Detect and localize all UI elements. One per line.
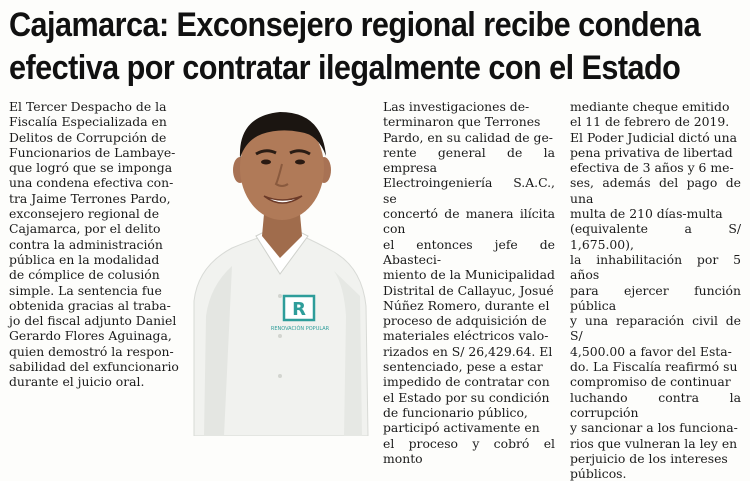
text-line: Fiscalía Especializada en: [9, 114, 167, 130]
text-line: el Estado por su condición: [383, 389, 550, 405]
text-line: terminaron que Terrones: [383, 114, 541, 130]
text-line: pena privativa de libertad: [570, 144, 733, 160]
text-line: Cajamarca, por el delito: [9, 221, 161, 237]
text-line: proceso de adquisición de: [383, 313, 547, 329]
text-line: simple. La sentencia fue: [9, 282, 162, 298]
text-line: Núñez Romero, durante el: [383, 297, 550, 313]
text-line: la inhabilitación por 5 años: [570, 251, 741, 283]
text-line: el 11 de febrero de 2019.: [570, 114, 730, 130]
body-column-2: [383, 99, 555, 466]
svg-text:R: R: [292, 299, 306, 320]
body-column-1: [9, 99, 179, 390]
text-line: efectiva de 3 años y 6 me-: [570, 160, 734, 176]
text-line: tra Jaime Terrones Pardo,: [9, 190, 171, 206]
text-line: mediante cheque emitido: [570, 99, 730, 114]
text-line: impedido de contratar con: [383, 374, 550, 390]
text-line: do. La Fiscalía reafirmó su: [570, 359, 738, 375]
text-line: el proceso y cobró el monto: [383, 435, 555, 466]
text-line: que logró que se imponga: [9, 160, 173, 176]
text-line: perjuicio de los intereses: [570, 450, 728, 466]
text-line: multa de 210 días-multa: [570, 206, 723, 222]
text-line: Pardo, en su calidad de ge-: [383, 129, 553, 145]
text-line: 4,500.00 a favor del Esta-: [570, 343, 732, 359]
text-line: y una reparación civil de S/: [570, 313, 741, 344]
text-line: Las investigaciones de-: [383, 99, 530, 114]
text-line: Delitos de Corrupción de: [9, 129, 167, 145]
text-line: Gerardo Flores Aguinaga,: [9, 328, 172, 344]
body-column-3: [570, 99, 741, 481]
text-line: durante el juicio oral.: [9, 374, 145, 390]
headline-line-2: efectiva por contratar ilegalmente con el Estado: [9, 49, 681, 87]
text-line: Electroingeniería S.A.C., se: [383, 175, 555, 206]
text-line: exconsejero regional de: [9, 206, 160, 222]
text-line: sabilidad del exfuncionario: [9, 359, 179, 375]
text-line: de cómplice de colusión: [9, 267, 160, 283]
text-line: quien demostró la respon-: [9, 343, 174, 359]
text-line: el entonces jefe de Abasteci-: [383, 236, 555, 267]
text-line: públicos.: [570, 466, 627, 481]
headline-line-1: Cajamarca: Exconsejero regional recibe condena: [9, 6, 701, 44]
text-line: rente general de la empresa: [383, 144, 555, 176]
text-line: luchando contra la corrupción: [570, 389, 741, 420]
text-line: (equivalente a S/ 1,675.00),: [570, 221, 741, 252]
text-line: ses, además del pago de una: [570, 175, 741, 206]
text-line: una condena efectiva con-: [9, 175, 174, 191]
text-line: rios que vulneran la ley en: [570, 435, 738, 451]
svg-text:RENOVACIÓN POPULAR: RENOVACIÓN POPULAR: [270, 326, 330, 332]
headline: [9, 4, 701, 90]
text-line: El Poder Judicial dictó una: [570, 129, 737, 145]
text-line: participó activamente en: [383, 420, 540, 436]
text-line: para ejercer función pública: [570, 282, 741, 313]
text-line: contra la administración: [9, 236, 163, 252]
text-line: miento de la Municipalidad: [383, 267, 555, 283]
text-line: de funcionario público,: [383, 404, 528, 420]
text-line: y sancionar a los funciona-: [570, 420, 738, 436]
portrait-photo: [184, 96, 370, 436]
text-line: Funcionarios de Lambaye-: [9, 144, 176, 160]
text-line: sentenciado, pese a estar: [383, 359, 543, 375]
text-line: concertó de manera ilícita con: [383, 206, 555, 237]
text-line: pública en la modalidad: [9, 251, 160, 267]
text-line: rizados en S/ 26,429.64. El: [383, 343, 553, 359]
text-line: El Tercer Despacho de la: [9, 99, 167, 114]
text-line: materiales eléctricos valo-: [383, 328, 549, 344]
text-line: compromiso de continuar: [570, 374, 731, 390]
text-line: jo del fiscal adjunto Daniel: [9, 313, 177, 329]
text-line: obtenida gracias al traba-: [9, 297, 171, 313]
text-line: Distrital de Callayuc, Josué: [383, 282, 554, 298]
